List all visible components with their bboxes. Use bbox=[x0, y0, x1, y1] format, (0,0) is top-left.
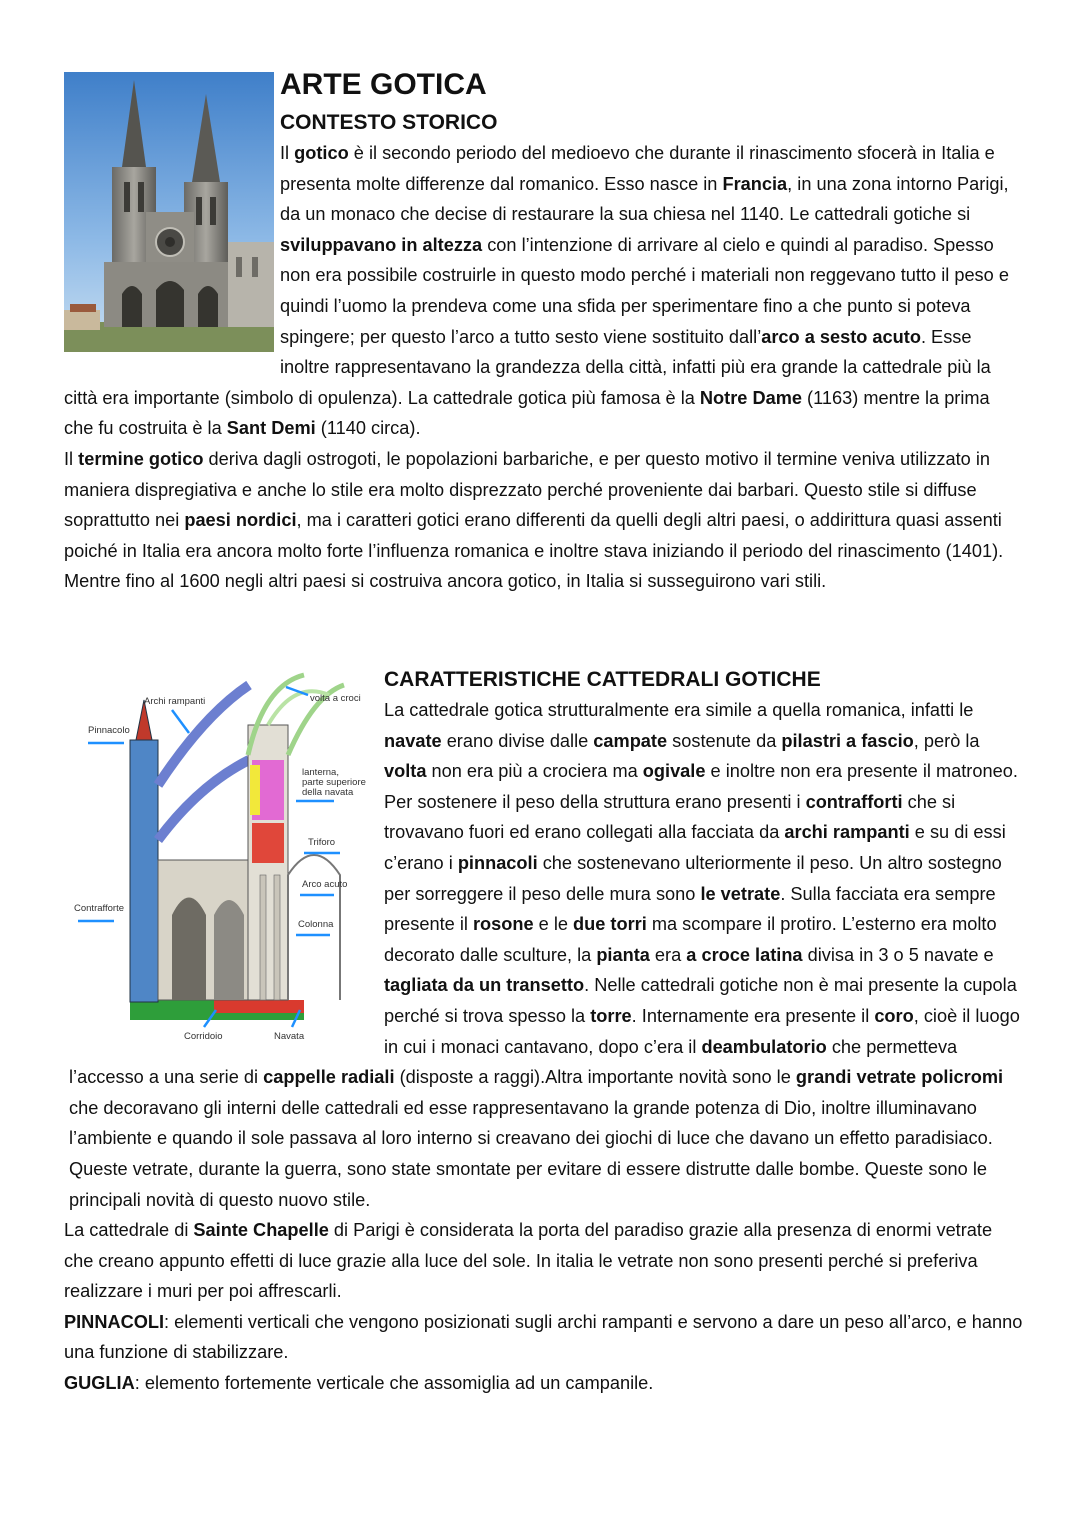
bold-term: volta bbox=[384, 761, 427, 782]
text-run: , però la bbox=[913, 730, 980, 751]
text-run: (disposte a raggi).Altra importante novità sono le bbox=[394, 1067, 796, 1088]
text-run: Il bbox=[64, 448, 79, 469]
diagram-label-archi-rampanti: Archi rampanti bbox=[144, 696, 206, 707]
bold-term: PINNACOLI bbox=[64, 1311, 165, 1332]
definition-guglia bbox=[64, 1368, 1024, 1399]
bold-term: GUGLIA bbox=[64, 1373, 135, 1394]
text-run: che decoravano gli interni delle cattedrali ed esse rappresentavano la grande potenza di Dio, inoltre illuminavano l’ambiente e quando il sole passava al loro interno si creavano dei giochi di luce che davano un effetto paradisiaco. Queste vetrate, durante la guerra, sono state smontate per evitare di essere distrutte dalle bombe. Queste sono le principali novità di questo nuovo stile. bbox=[69, 1097, 993, 1210]
bold-term: coro bbox=[874, 1005, 914, 1026]
text-run: . Sulla facciata era sempre presente il bbox=[384, 883, 996, 935]
text-run: , in una zona intorno Parigi, da un monaco che decise di restaurare la sua chiesa nel 1140. Le cattedrali gotiche si bbox=[280, 173, 1009, 225]
paragraph bbox=[64, 444, 1024, 597]
section-heading-historical-context: CONTESTO STORICO bbox=[280, 111, 498, 134]
diagram-label-pinnacolo: Pinnacolo bbox=[88, 725, 130, 736]
diagram-label-lanterna-3: della navata bbox=[302, 787, 354, 798]
bold-term: rosone bbox=[472, 914, 534, 935]
bold-term: sviluppavano in altezza bbox=[280, 234, 483, 255]
text-run: . Nelle cattedrali gotiche non è mai presente la cupola perché si trova spesso la bbox=[384, 975, 1017, 1026]
text-run: (1163) mentre la prima che fu costruita è la bbox=[64, 387, 990, 439]
text-run: Il bbox=[280, 143, 295, 163]
bold-term: ogivale bbox=[642, 761, 706, 782]
text-run: che si trovavano fuori ed erano collegati alla facciata da bbox=[384, 791, 956, 843]
bold-term: Sant Demi bbox=[226, 418, 316, 439]
text-run: e inoltre non era presente il matroneo. Per sostenere il peso della struttura erano presenti i bbox=[384, 761, 1018, 812]
bold-term: archi rampanti bbox=[784, 822, 910, 843]
diagram-label-triforo: Triforo bbox=[308, 837, 336, 848]
bold-term: grandi vetrate policromi bbox=[795, 1067, 1004, 1088]
text-run: : elementi verticali che vengono posizionati sugli archi rampanti e servono a dare un peso all’arco, e hanno una funzione di stabilizzare. bbox=[64, 1311, 1023, 1363]
text-run: , ma i caratteri gotici erano differenti da quelli degli altri paesi, o addirittura quasi assenti poiché in Italia era ancora molto forte l’influenza romanica e inoltre stava iniziando il periodo del rinascimento (1401). Mentre fino al 1600 negli altri paesi si costruiva ancora gotico, in Italia si susseguirono vari stili. bbox=[64, 510, 1004, 592]
text-run: La cattedrale gotica strutturalmente era simile a quella romanica, infatti le bbox=[384, 700, 974, 720]
text-run: ma scompare il protiro. L’esterno era molto decorato dalle sculture, la bbox=[384, 914, 997, 965]
bold-term: le vetrate bbox=[700, 883, 781, 904]
diagram-label-volta-a-croci: volta a croci bbox=[310, 693, 361, 704]
bold-term: deambulatorio bbox=[701, 1036, 827, 1057]
text-run: erano divise dalle bbox=[441, 730, 594, 751]
page-title: ARTE GOTICA bbox=[280, 68, 487, 101]
diagram-label-corridoio: Corridoio bbox=[184, 1031, 223, 1042]
bold-term: pilastri a fascio bbox=[781, 730, 914, 751]
bold-term: termine gotico bbox=[78, 448, 204, 469]
bold-term: a croce latina bbox=[686, 944, 803, 965]
section-historical-context bbox=[64, 68, 1024, 597]
text-run: con l’intenzione di arrivare al cielo e quindi al paradiso. Spesso non era possibile costruirle in questo modo perché i materiali non reggevano tutto il peso e quindi l’uomo la prendeva come una sfida per sperimentare fino a che punto si poteva spingere; per questo l’arco a tutto sesto viene sostituito dall’ bbox=[280, 234, 1009, 347]
text-run: : elemento fortemente verticale che assomiglia ad un campanile. bbox=[134, 1373, 654, 1394]
bold-term: navate bbox=[384, 730, 442, 751]
text-run: divisa in 3 o 5 navate e bbox=[802, 944, 994, 965]
bold-term: paesi nordici bbox=[184, 510, 297, 531]
text-run: deriva dagli ostrogoti, le popolazioni barbariche, e per questo motivo il termine veniva utilizzato in maniera dispregiativa e anche lo stile era molto disprezzato perché proveniente dai barbari. Questo stile si diffuse soprattutto nei bbox=[64, 448, 990, 531]
text-run: non era più a crociera ma bbox=[426, 761, 643, 782]
diagram-label-arco-acuto: Arco acuto bbox=[302, 879, 348, 890]
text-run: e le bbox=[533, 914, 574, 935]
bold-term: pianta bbox=[596, 944, 650, 965]
bold-term: contrafforti bbox=[805, 791, 903, 812]
section-gothic-cathedral-features bbox=[64, 665, 1024, 1399]
text-run: che sostenevano ulteriormente il peso. Un altro sostegno per sorreggere il peso delle mura sono bbox=[384, 852, 1002, 904]
text-run: . Esse inoltre rappresentavano la grandezza della città, infatti più era grande la cattedrale più la città era importante (simbolo di opulenza). La cattedrale gotica più famosa è la bbox=[64, 326, 991, 408]
diagram-label-navata: Navata bbox=[274, 1031, 305, 1042]
text-run: sostenute da bbox=[667, 730, 782, 751]
text-run: e su di essi c’erano i bbox=[384, 822, 1006, 873]
text-run: che permetteva l’accesso a una serie di bbox=[69, 1036, 958, 1088]
paragraph bbox=[64, 1215, 1024, 1307]
section-heading-cathedral-features: CARATTERISTICHE CATTEDRALI GOTICHE bbox=[384, 668, 821, 691]
text-run: di Parigi è considerata la porta del paradiso grazie alla presenza di enormi vetrate che creano appunto effetti di luce grazie alla luce del sole. In italia le vetrate non sono presenti perché si preferiva realizzare i muri per poi affrescarli. bbox=[64, 1220, 993, 1302]
diagram-label-lanterna-2: parte superiore bbox=[302, 777, 366, 788]
bold-term: torre bbox=[590, 1005, 632, 1026]
text-run: (1140 circa). bbox=[315, 418, 421, 439]
bold-term: cappelle radiali bbox=[263, 1067, 395, 1088]
text-run: , cioè il luogo in cui i monaci cantavano, dopo c’era il bbox=[384, 1005, 1020, 1057]
bold-term: Notre Dame bbox=[699, 387, 802, 408]
text-run: . Internamente era presente il bbox=[631, 1005, 875, 1026]
bold-term: pinnacoli bbox=[457, 852, 538, 873]
bold-term: gotico bbox=[294, 143, 349, 163]
text-run: era bbox=[649, 944, 687, 965]
bold-term: due torri bbox=[573, 914, 647, 935]
bold-term: arco a sesto acuto bbox=[761, 326, 921, 347]
text-run: La cattedrale di bbox=[64, 1220, 194, 1241]
diagram-label-contrafforte: Contrafforte bbox=[74, 903, 124, 914]
cathedral-photo bbox=[64, 72, 274, 352]
bold-term: campate bbox=[593, 730, 668, 751]
diagram-label-lanterna-1: lanterna, bbox=[302, 767, 339, 778]
bold-term: Sainte Chapelle bbox=[193, 1220, 329, 1241]
bold-term: tagliata da un transetto bbox=[384, 975, 585, 996]
cathedral-section-diagram bbox=[64, 665, 374, 1045]
definition-pinnacoli bbox=[64, 1307, 1024, 1368]
diagram-label-colonna: Colonna bbox=[298, 919, 334, 930]
text-run: è il secondo periodo del medioevo che durante il rinascimento sfocerà in Italia e presenta molte differenze dal romanico. Esso nasce in bbox=[280, 143, 995, 194]
bold-term: Francia bbox=[722, 173, 788, 194]
